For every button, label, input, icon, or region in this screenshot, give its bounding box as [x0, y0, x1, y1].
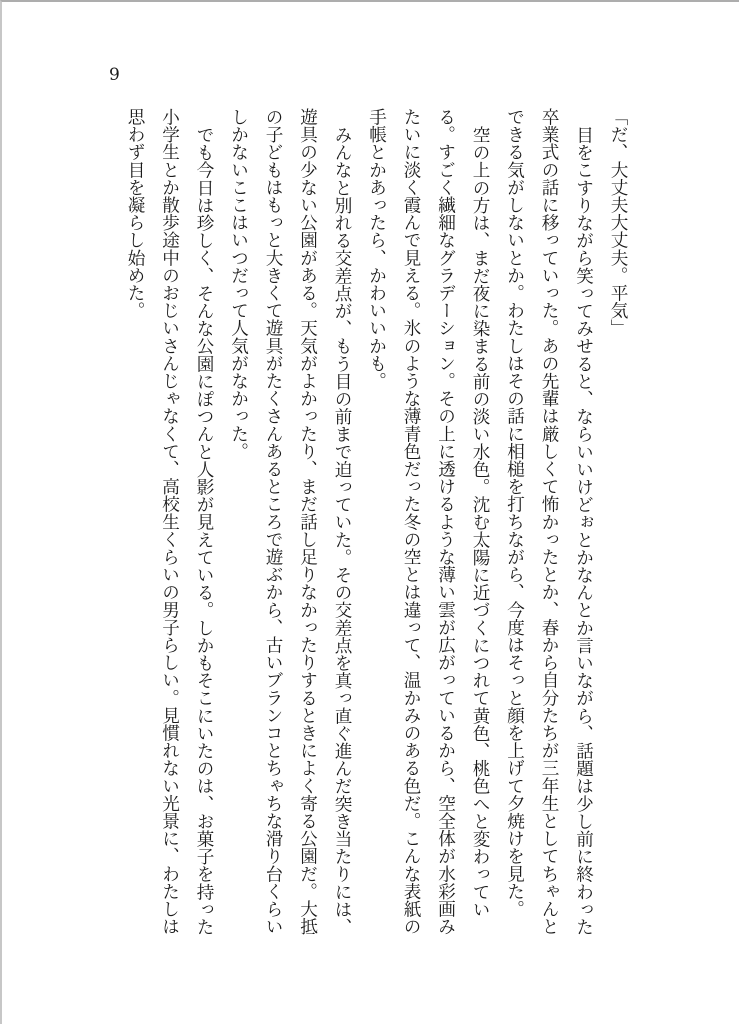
paragraph-body-1: 目をこすりながら笑ってみせると、ならいいけどぉとかなんとか言いながら、話題は少し前に終わった卒業式の話に移っていった。あの先輩は厳しくて怖かったとか、春から自分たちが三年生としてちゃんとできる気がしないとか。わたしはその話に相槌を打ちながら、今度はそっと顔を上げて夕焼けを見た。 — [504, 108, 594, 936]
paragraph-body-4: でも今日は珍しく、そんな公園にぽつんと人影が見えている。しかもそこにいたのは、お菓子を持った小学生とか散歩途中のおじいさんじゃなくて、高校生くらいの男子らしい。見慣れない光景に、わたしは思わず目を凝らし始めた。 — [125, 108, 214, 936]
paragraph-dialogue: 「だ、大丈夫大丈夫。平気」 — [608, 108, 628, 337]
vertical-text-block — [118, 108, 636, 942]
page-number: 9 — [109, 65, 120, 85]
paragraph-body-2: 空の上の方は、まだ夜に染まる前の淡い水色。沈む太陽に近づくにつれて黄色、桃色へと変わっている。すごく繊細なグラデーション。その上に透けるような薄い雲が広がっているから、空全体が水彩画みたいに淡く霞んで見える。氷のような薄青色だった冬の空とは違って、温かみのある色だ。こんな表紙の手帳とかあったら、かわいいかも。 — [366, 108, 490, 936]
paragraph-body-3: みんなと別れる交差点が、もう目の前まで迫っていた。その交差点を真っ直ぐ進んだ突き当たりには、遊具の少ない公園がある。天気がよかったり、まだ話し足りなかったりするときによく寄る公園だ。大抵の子どもはもっと大きくて遊具がたくさんあるところで遊ぶから、古いブランコとちゃちな滑り台くらいしかないここはいつだって人気がなかった。 — [228, 108, 352, 936]
